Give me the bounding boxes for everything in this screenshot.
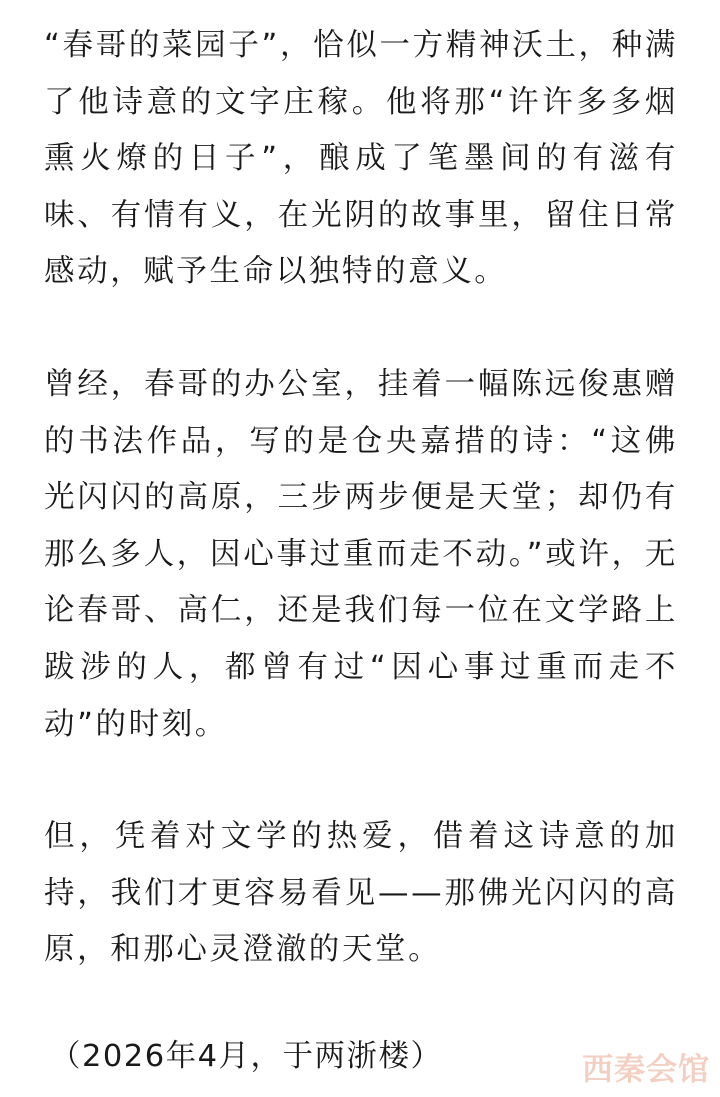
signature-date-place: （2026年4月，于两浙楼） bbox=[50, 1039, 443, 1074]
article-body bbox=[44, 18, 678, 979]
watermark-logo: 西秦会馆 bbox=[582, 1052, 710, 1088]
paragraph-3: 但，凭着对文学的热爱，借着这诗意的加持，我们才更容易看见——那佛光闪闪的高原，和那心灵澄澈的天堂。 bbox=[44, 819, 678, 968]
paragraph-1: “春哥的菜园子”，恰似一方精神沃土，种满了他诗意的文字庄稼。他将那“许许多多烟熏火燎的日子”，酿成了笔墨间的有滋有味、有情有义，在光阴的故事里，留住日常感动，赋予生命以独特的意义。 bbox=[44, 28, 678, 290]
paragraph-2: 曾经，春哥的办公室，挂着一幅陈远俊惠赠的书法作品，写的是仓央嘉措的诗：“这佛光闪闪的高原，三步两步便是天堂；却仍有那么多人，因心事过重而走不动。”或许，无论春哥、高仁，还是我们每一位在文学路上跋涉的人，都曾有过“因心事过重而走不动”的时刻。 bbox=[44, 366, 678, 742]
